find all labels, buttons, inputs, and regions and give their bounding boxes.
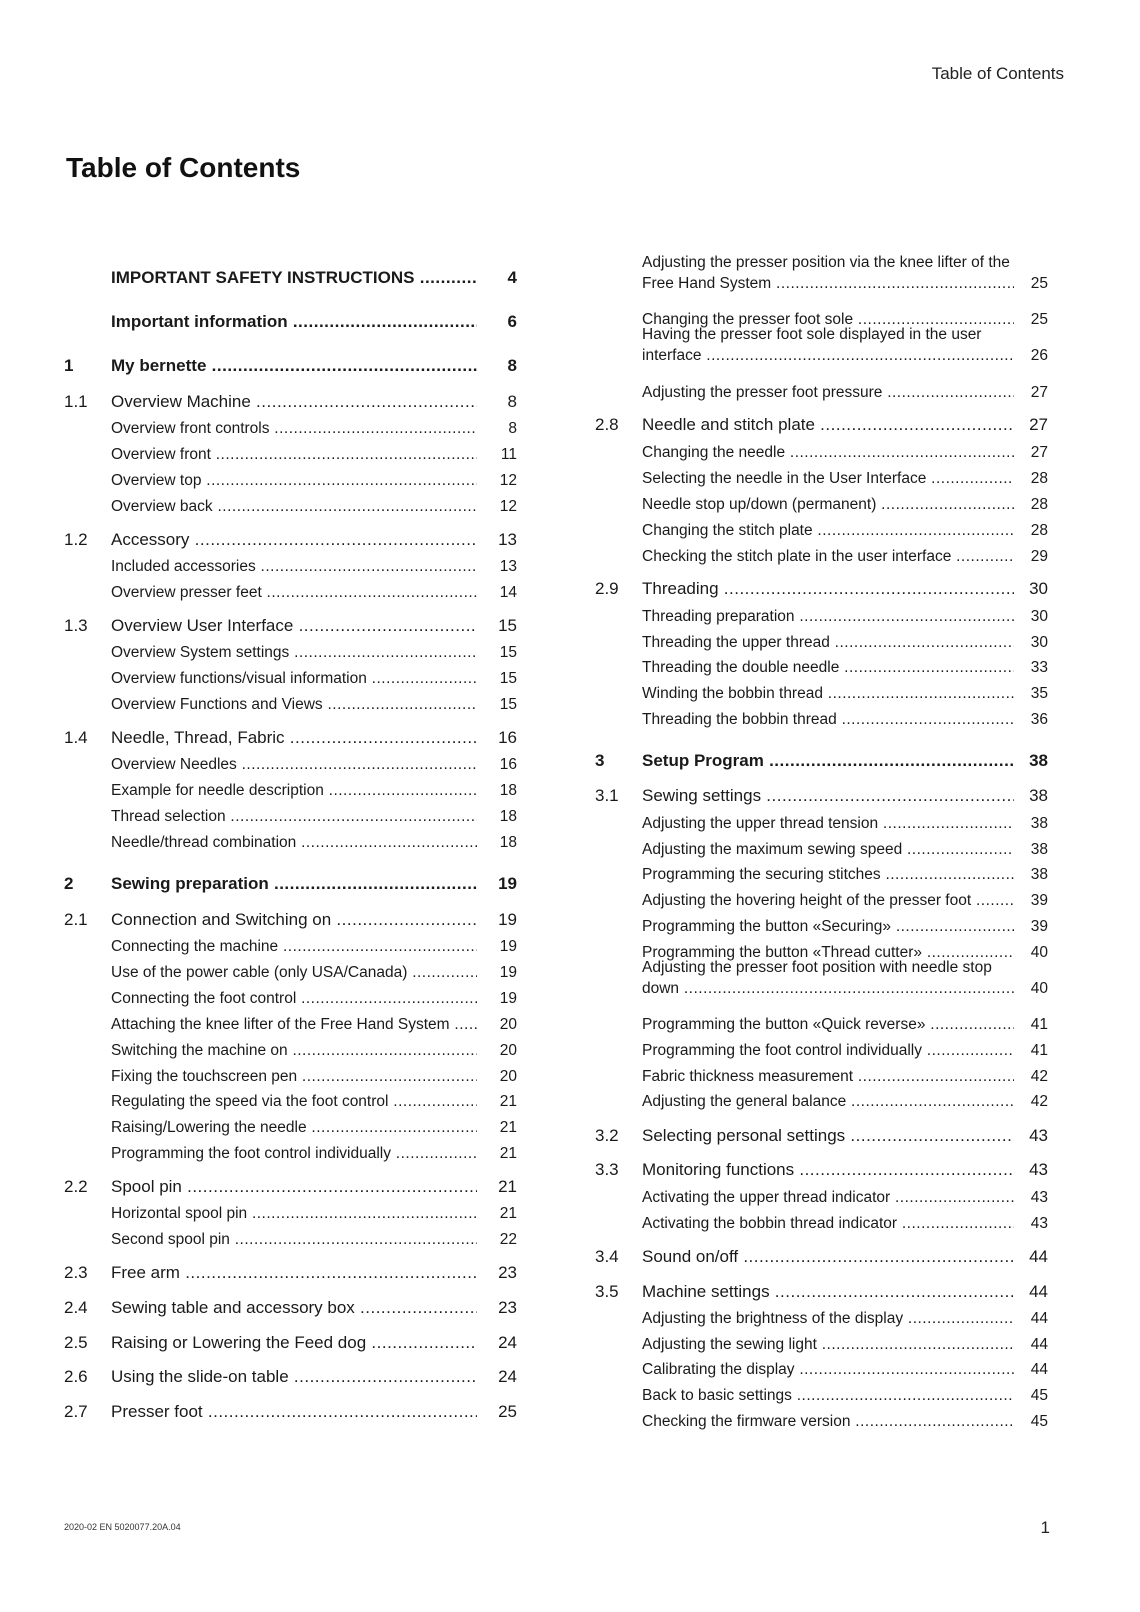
toc-entry-page: 8	[507, 392, 517, 411]
toc-entry-page: 41	[1030, 1016, 1048, 1033]
toc-entry-title: Adjusting the brightness of the display .....	[642, 1308, 1014, 1329]
toc-entry-title: Overview System settings .....	[111, 642, 477, 663]
toc-entry-page: 28	[1030, 522, 1048, 539]
toc-entry-page: 30	[1030, 608, 1048, 625]
toc-entry-title: Spool pin .....	[111, 1176, 477, 1197]
toc-entry-title: Calibrating the display .....	[642, 1359, 1014, 1380]
document-code: 2020-02 EN 5020077.20A.04	[64, 1522, 181, 1532]
toc-entry-title: Activating the bobbin thread indicator .....	[642, 1213, 1014, 1234]
toc-entry-page: 26	[1030, 347, 1048, 364]
toc-entry-page: 18	[499, 834, 517, 851]
toc-entry-title: Adjusting the presser position via the knee lifter of the	[642, 254, 1010, 271]
toc-entry-title: Sound on/off .....	[642, 1246, 1014, 1267]
toc-entry-number: 2.3	[64, 1263, 88, 1282]
toc-entry-page: 21	[498, 1177, 517, 1196]
toc-entry-page: 39	[1030, 892, 1048, 909]
toc-entry[interactable]	[111, 780, 517, 801]
toc-entry[interactable]	[595, 1125, 1048, 1146]
page-number: 1	[1040, 1518, 1050, 1537]
toc-entry-title: Programming the foot control individually .....	[642, 1040, 1014, 1061]
toc-entry-page: 20	[499, 1042, 517, 1059]
toc-entry-number: 3.4	[595, 1247, 619, 1266]
toc-entry-page: 44	[1029, 1282, 1048, 1301]
toc-entry-title: Important information .....	[111, 311, 477, 332]
toc-entry[interactable]	[64, 1401, 517, 1422]
toc-entry-title: Sewing table and accessory box .....	[111, 1297, 477, 1318]
toc-entry[interactable]	[64, 1297, 517, 1318]
toc-entry-title: Use of the power cable (only USA/Canada) .....	[111, 962, 477, 983]
toc-entry-title: Overview Functions and Views .....	[111, 694, 477, 715]
toc-entry-page: 24	[498, 1333, 517, 1352]
toc-entry[interactable]	[111, 642, 517, 663]
toc-entry[interactable]	[642, 520, 1048, 541]
toc-entry-page: 23	[498, 1263, 517, 1282]
toc-entry[interactable]	[111, 668, 517, 689]
toc-entry-page: 42	[1030, 1093, 1048, 1110]
toc-entry[interactable]	[111, 1117, 517, 1138]
toc-entry[interactable]	[64, 727, 517, 748]
toc-entry-number: 2.7	[64, 1402, 88, 1421]
toc-entry-title: Attaching the knee lifter of the Free Hand System .....	[111, 1014, 477, 1035]
toc-entry-title: Needle/thread combination .....	[111, 832, 477, 853]
toc-entry-page: 21	[499, 1205, 517, 1222]
toc-entry[interactable]	[642, 1091, 1048, 1112]
page-title: Table of Contents	[66, 152, 301, 183]
toc-entry[interactable]	[111, 311, 517, 332]
toc-entry[interactable]	[642, 1385, 1048, 1406]
toc-entry-page: 43	[1029, 1126, 1048, 1145]
toc-entry-title: Overview functions/visual information .....	[111, 668, 477, 689]
toc-entry-page: 21	[499, 1093, 517, 1110]
toc-entry[interactable]	[111, 556, 517, 577]
toc-entry-title: Adjusting the hovering height of the presser foot .....	[642, 890, 1014, 911]
toc-entry[interactable]	[642, 1334, 1048, 1355]
toc-entry-title: Second spool pin .....	[111, 1229, 477, 1250]
toc-entry[interactable]	[642, 1308, 1048, 1329]
toc-entry-title: Overview front .....	[111, 444, 477, 465]
toc-entry-title: Adjusting the upper thread tension .....	[642, 813, 1014, 834]
toc-entry-title: Adjusting the general balance .....	[642, 1091, 1014, 1112]
toc-entry-page: 39	[1030, 918, 1048, 935]
toc-entry[interactable]	[111, 1229, 517, 1250]
toc-entry-title: Changing the stitch plate .....	[642, 520, 1014, 541]
toc-entry-title: Raising/Lowering the needle .....	[111, 1117, 477, 1138]
toc-entry-page: 21	[499, 1145, 517, 1162]
toc-entry[interactable]	[64, 355, 517, 376]
toc-entry-page: 38	[1029, 786, 1048, 805]
toc-entry-title: Programming the button «Quick reverse» .....	[642, 1014, 1014, 1035]
toc-entry-page: 24	[498, 1367, 517, 1386]
toc-entry-title: Overview presser feet .....	[111, 582, 477, 603]
toc-entry[interactable]	[111, 754, 517, 775]
toc-entry-page: 20	[499, 1068, 517, 1085]
toc-entry-page: 43	[1029, 1160, 1048, 1179]
toc-entry[interactable]	[111, 936, 517, 957]
toc-entry[interactable]	[64, 1176, 517, 1197]
toc-entry-title: Adjusting the sewing light .....	[642, 1334, 1014, 1355]
toc-entry[interactable]	[111, 1143, 517, 1164]
toc-entry-page: 45	[1030, 1387, 1048, 1404]
toc-entry-title: Winding the bobbin thread .....	[642, 683, 1014, 704]
toc-entry[interactable]	[642, 1066, 1048, 1087]
toc-entry[interactable]	[642, 468, 1048, 489]
toc-entry-title: Activating the upper thread indicator .....	[642, 1187, 1014, 1208]
toc-entry[interactable]	[595, 414, 1048, 435]
toc-entry[interactable]	[111, 806, 517, 827]
toc-entry-title-continued: interface .....	[642, 345, 1014, 366]
toc-entry-page: 12	[499, 498, 517, 515]
toc-entry[interactable]	[64, 391, 517, 412]
toc-entry[interactable]	[642, 916, 1048, 937]
toc-entry[interactable]	[642, 546, 1048, 567]
toc-entry-number: 3.2	[595, 1126, 619, 1145]
toc-entry-title: Selecting personal settings .....	[642, 1125, 1014, 1146]
toc-entry-page: 42	[1030, 1068, 1048, 1085]
toc-entry-title: Threading the double needle .....	[642, 657, 1014, 678]
toc-entry-number: 3.3	[595, 1160, 619, 1179]
toc-entry-title: Connecting the foot control .....	[111, 988, 477, 1009]
toc-entry-title: Fixing the touchscreen pen .....	[111, 1066, 477, 1087]
toc-entry[interactable]	[642, 382, 1048, 403]
toc-entry[interactable]	[642, 606, 1048, 627]
toc-entry-title-continued: down .....	[642, 978, 1014, 999]
toc-entry-page: 16	[498, 728, 517, 747]
toc-entry-page: 29	[1030, 548, 1048, 565]
toc-entry-title: Sewing preparation .....	[111, 873, 477, 894]
toc-entry-page: 8	[508, 420, 517, 437]
toc-entry-page: 15	[499, 670, 517, 687]
toc-entry-title: Programming the button «Securing» .....	[642, 916, 1014, 937]
toc-entry[interactable]	[111, 988, 517, 1009]
toc-entry-title: Programming the button «Thread cutter» .....	[642, 942, 1014, 963]
toc-entry-number: 1.3	[64, 616, 88, 635]
toc-entry-number: 1.2	[64, 530, 88, 549]
toc-entry-number: 2.4	[64, 1298, 88, 1317]
toc-entry[interactable]	[642, 442, 1048, 463]
toc-entry[interactable]	[642, 957, 1048, 999]
toc-entry[interactable]	[642, 632, 1048, 653]
toc-entry[interactable]	[111, 582, 517, 603]
toc-entry-page: 13	[499, 558, 517, 575]
toc-entry[interactable]	[64, 909, 517, 930]
toc-entry-page: 45	[1030, 1413, 1048, 1430]
toc-entry-page: 6	[507, 312, 517, 331]
toc-entry[interactable]	[64, 1366, 517, 1387]
toc-entry[interactable]	[111, 418, 517, 439]
toc-entry[interactable]	[111, 694, 517, 715]
toc-entry-page: 38	[1030, 815, 1048, 832]
toc-entry-title: Connecting the machine .....	[111, 936, 477, 957]
toc-entry-page: 44	[1030, 1336, 1048, 1353]
toc-entry-title: Threading the bobbin thread .....	[642, 709, 1014, 730]
toc-entry-title: Threading preparation .....	[642, 606, 1014, 627]
toc-entry-page: 23	[498, 1298, 517, 1317]
toc-entry-title: Setup Program .....	[642, 750, 1014, 771]
toc-entry[interactable]	[111, 1091, 517, 1112]
toc-entry[interactable]	[111, 1014, 517, 1035]
toc-entry-title: Threading .....	[642, 578, 1014, 599]
toc-entry[interactable]	[642, 657, 1048, 678]
toc-entry-page: 30	[1029, 579, 1048, 598]
toc-entry-title: Needle and stitch plate .....	[642, 414, 1014, 435]
toc-entry-number: 2.9	[595, 579, 619, 598]
toc-entry-number: 2.5	[64, 1333, 88, 1352]
toc-entry-title: Presser foot .....	[111, 1401, 477, 1422]
toc-entry-page: 11	[500, 446, 517, 463]
toc-entry-title: Needle stop up/down (permanent) .....	[642, 494, 1014, 515]
toc-entry-page: 35	[1030, 685, 1048, 702]
toc-entry[interactable]	[642, 683, 1048, 704]
toc-entry[interactable]	[642, 709, 1048, 730]
toc-entry-page: 16	[499, 756, 517, 773]
toc-entry-page: 44	[1030, 1310, 1048, 1327]
toc-entry[interactable]	[111, 1040, 517, 1061]
toc-entry[interactable]	[111, 962, 517, 983]
toc-entry[interactable]	[64, 615, 517, 636]
toc-entry[interactable]	[111, 470, 517, 491]
toc-entry-title: Example for needle description .....	[111, 780, 477, 801]
toc-entry-title: Adjusting the maximum sewing speed .....	[642, 839, 1014, 860]
toc-entry[interactable]	[64, 1332, 517, 1353]
toc-entry-number: 2.6	[64, 1367, 88, 1386]
toc-entry-title: Horizontal spool pin .....	[111, 1203, 477, 1224]
toc-entry-title: Selecting the needle in the User Interface .....	[642, 468, 1014, 489]
toc-entry-page: 19	[499, 938, 517, 955]
toc-entry-title: Checking the firmware version .....	[642, 1411, 1014, 1432]
toc-entry[interactable]	[642, 1040, 1048, 1061]
toc-entry[interactable]	[642, 1213, 1048, 1234]
toc-entry-title: IMPORTANT SAFETY INSTRUCTIONS .....	[111, 267, 477, 288]
toc-entry-title: Overview back .....	[111, 496, 477, 517]
toc-entry-title: Adjusting the presser foot pressure .....	[642, 382, 1014, 403]
toc-entry-title: Changing the presser foot sole .....	[642, 309, 1014, 330]
toc-entry-page: 4	[507, 268, 517, 287]
toc-entry[interactable]	[111, 832, 517, 853]
toc-entry-number: 2.8	[595, 415, 619, 434]
toc-entry-title: Machine settings .....	[642, 1281, 1014, 1302]
toc-entry[interactable]	[642, 1014, 1048, 1035]
toc-entry-title: Adjusting the presser foot position with needle stop	[642, 959, 992, 976]
toc-entry-title: Switching the machine on .....	[111, 1040, 477, 1061]
toc-entry-page: 20	[499, 1016, 517, 1033]
toc-entry-title: Needle, Thread, Fabric .....	[111, 727, 477, 748]
toc-entry-title: Connection and Switching on .....	[111, 909, 477, 930]
toc-entry-title: Overview front controls .....	[111, 418, 477, 439]
toc-entry-page: 8	[507, 356, 517, 375]
toc-entry[interactable]	[642, 813, 1048, 834]
toc-entry-title: Regulating the speed via the foot control .....	[111, 1091, 477, 1112]
toc-entry-page: 15	[499, 644, 517, 661]
toc-entry[interactable]	[595, 1159, 1048, 1180]
toc-entry-page: 27	[1030, 444, 1048, 461]
toc-entry[interactable]	[642, 494, 1048, 515]
toc-entry-page: 12	[499, 472, 517, 489]
toc-entry-page: 18	[499, 782, 517, 799]
toc-entry-page: 15	[498, 616, 517, 635]
toc-entry-page: 40	[1030, 980, 1048, 997]
toc-entry-page: 38	[1030, 841, 1048, 858]
toc-entry-page: 41	[1030, 1042, 1048, 1059]
toc-entry-number: 1.1	[64, 392, 88, 411]
toc-entry-page: 19	[499, 964, 517, 981]
toc-entry-page: 27	[1029, 415, 1048, 434]
toc-entry-page: 18	[499, 808, 517, 825]
toc-entry-title: Back to basic settings .....	[642, 1385, 1014, 1406]
toc-entry[interactable]	[595, 1246, 1048, 1267]
toc-entry-title: Checking the stitch plate in the user interface .....	[642, 546, 1014, 567]
toc-entry[interactable]	[642, 864, 1048, 885]
toc-entry-page: 44	[1029, 1247, 1048, 1266]
toc-entry[interactable]	[642, 1187, 1048, 1208]
toc-entry-page: 25	[498, 1402, 517, 1421]
toc-entry-page: 38	[1029, 751, 1048, 770]
toc-entry-title: Overview Machine .....	[111, 391, 477, 412]
toc-entry-page: 25	[1030, 275, 1048, 292]
toc-entry-page: 19	[498, 874, 517, 893]
toc-entry-title: Overview top .....	[111, 470, 477, 491]
toc-entry[interactable]	[111, 267, 517, 288]
toc-entry-title: Sewing settings .....	[642, 785, 1014, 806]
toc-entry-title: Programming the foot control individually .....	[111, 1143, 477, 1164]
toc-entry-page: 25	[1030, 311, 1048, 328]
toc-entry-title: Overview User Interface .....	[111, 615, 477, 636]
toc-entry-page: 28	[1030, 496, 1048, 513]
toc-entry-title: Programming the securing stitches .....	[642, 864, 1014, 885]
toc-entry-page: 30	[1030, 634, 1048, 651]
toc-entry[interactable]	[595, 750, 1048, 771]
toc-entry[interactable]	[595, 578, 1048, 599]
toc-entry[interactable]	[642, 1411, 1048, 1432]
toc-entry-page: 13	[498, 530, 517, 549]
toc-entry-page: 36	[1030, 711, 1048, 728]
toc-entry[interactable]	[64, 1262, 517, 1283]
toc-entry-number: 2.1	[64, 910, 88, 929]
toc-entry-page: 14	[499, 584, 517, 601]
toc-entry-page: 44	[1030, 1361, 1048, 1378]
toc-entry[interactable]	[595, 1281, 1048, 1302]
toc-entry-number: 2	[64, 874, 74, 893]
toc-entry-page: 40	[1030, 944, 1048, 961]
toc-entry-page: 19	[498, 910, 517, 929]
toc-entry-title: Overview Needles .....	[111, 754, 477, 775]
toc-entry[interactable]	[64, 873, 517, 894]
toc-entry-title: Using the slide-on table .....	[111, 1366, 477, 1387]
toc-entry[interactable]	[595, 785, 1048, 806]
toc-entry-title: Fabric thickness measurement .....	[642, 1066, 1014, 1087]
toc-entry[interactable]	[111, 444, 517, 465]
toc-entry-page: 28	[1030, 470, 1048, 487]
toc-entry-number: 3	[595, 751, 605, 770]
toc-entry[interactable]	[111, 1203, 517, 1224]
toc-entry-page: 22	[499, 1231, 517, 1248]
toc-entry[interactable]	[64, 529, 517, 550]
toc-entry-number: 1.4	[64, 728, 88, 747]
toc-entry-title: Threading the upper thread .....	[642, 632, 1014, 653]
toc-entry-number: 3.1	[595, 786, 619, 805]
toc-entry-title: Free arm .....	[111, 1262, 477, 1283]
toc-entry-number: 2.2	[64, 1177, 88, 1196]
toc-entry-title: Monitoring functions .....	[642, 1159, 1014, 1180]
toc-entry-page: 43	[1030, 1215, 1048, 1232]
toc-entry-title: Having the presser foot sole displayed in the user	[642, 326, 982, 343]
toc-entry[interactable]	[642, 324, 1048, 366]
toc-entry-number: 3.5	[595, 1282, 619, 1301]
toc-entry-title: My bernette .....	[111, 355, 477, 376]
toc-entry-title: Changing the needle .....	[642, 442, 1014, 463]
toc-entry-page: 19	[499, 990, 517, 1007]
toc-entry-title: Accessory .....	[111, 529, 477, 550]
toc-entry-title: Included accessories .....	[111, 556, 477, 577]
toc-entry[interactable]	[111, 1066, 517, 1087]
toc-entry-title: Raising or Lowering the Feed dog .....	[111, 1332, 477, 1353]
toc-entry[interactable]	[642, 890, 1048, 911]
toc-entry-title: Thread selection .....	[111, 806, 477, 827]
toc-entry-page: 38	[1030, 866, 1048, 883]
toc-entry-page: 33	[1030, 659, 1048, 676]
toc-entry-page: 21	[499, 1119, 517, 1136]
toc-entry[interactable]	[111, 496, 517, 517]
running-header: Table of Contents	[931, 64, 1064, 83]
toc-entry[interactable]	[642, 252, 1048, 294]
toc-entry-page: 15	[499, 696, 517, 713]
toc-entry[interactable]	[642, 1359, 1048, 1380]
toc-entry-title-continued: Free Hand System .....	[642, 273, 1014, 294]
toc-entry-page: 27	[1030, 384, 1048, 401]
toc-entry[interactable]	[642, 839, 1048, 860]
toc-entry-number: 1	[64, 356, 74, 375]
toc-entry-page: 43	[1030, 1189, 1048, 1206]
